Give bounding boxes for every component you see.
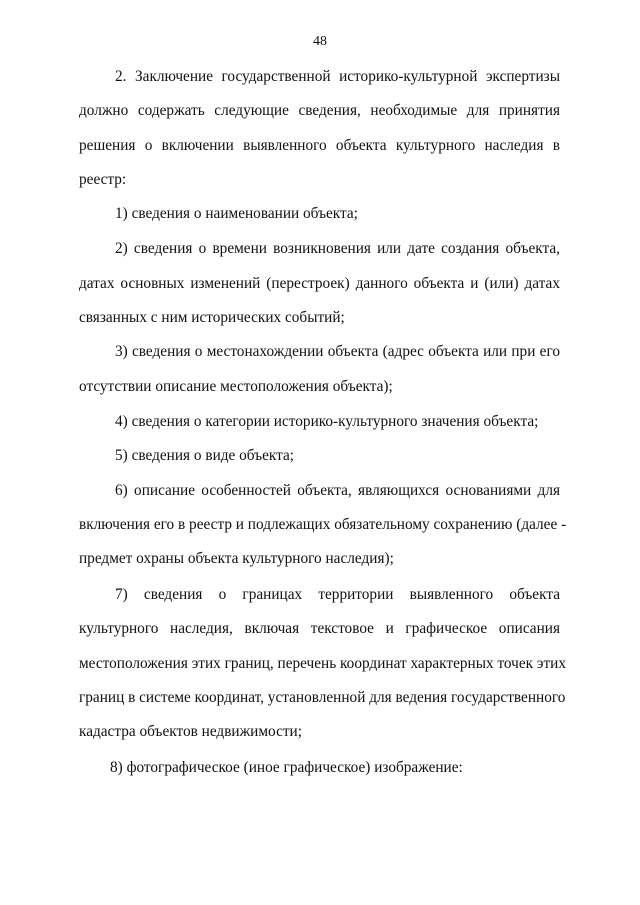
item-7-line-3: местоположения этих границ, перечень координат характерных точек этих <box>79 655 567 672</box>
item-5: 5) сведения о виде объекта; <box>115 447 295 464</box>
paragraph-2-line-2: должно содержать следующие сведения, необходимые для принятия <box>79 102 560 119</box>
item-7-line-5: кадастра объектов недвижимости; <box>79 723 302 740</box>
page-number: 48 <box>313 34 327 49</box>
item-2-line-2: датах основных изменений (перестроек) данного объекта и (или) датах <box>79 275 560 292</box>
item-7-line-1: 7) сведения о границах территории выявленного объекта <box>115 586 560 603</box>
item-6-line-1: 6) описание особенностей объекта, являющихся основаниями для <box>115 482 560 499</box>
item-6-line-3: предмет охраны объекта культурного наследия); <box>79 550 394 567</box>
item-6-line-2: включения его в реестр и подлежащих обязательному сохранению (далее - <box>79 516 567 533</box>
item-3-line-2: отсутствии описание местоположения объекта); <box>79 378 393 395</box>
item-1: 1) сведения о наименовании объекта; <box>115 205 358 222</box>
item-7-line-2: культурного наследия, включая текстовое и графическое описания <box>79 620 560 637</box>
item-2-line-1: 2) сведения о времени возникновения или дате создания объекта, <box>115 240 560 257</box>
paragraph-2-line-3: решения о включении выявленного объекта культурного наследия в <box>79 137 560 154</box>
item-8: 8) фотографическое (иное графическое) изображение: <box>110 759 463 776</box>
item-3-line-1: 3) сведения о местонахождении объекта (адрес объекта или при его <box>115 343 560 360</box>
item-2-line-3: связанных с ним исторических событий; <box>79 309 345 326</box>
item-7-line-4: границ в системе координат, установленной для ведения государственного <box>79 689 566 706</box>
paragraph-2-line-4: реестр: <box>79 171 127 188</box>
paragraph-2-line-1: 2. Заключение государственной историко-культурной экспертизы <box>115 68 560 85</box>
item-4: 4) сведения о категории историко-культурного значения объекта; <box>115 413 539 430</box>
